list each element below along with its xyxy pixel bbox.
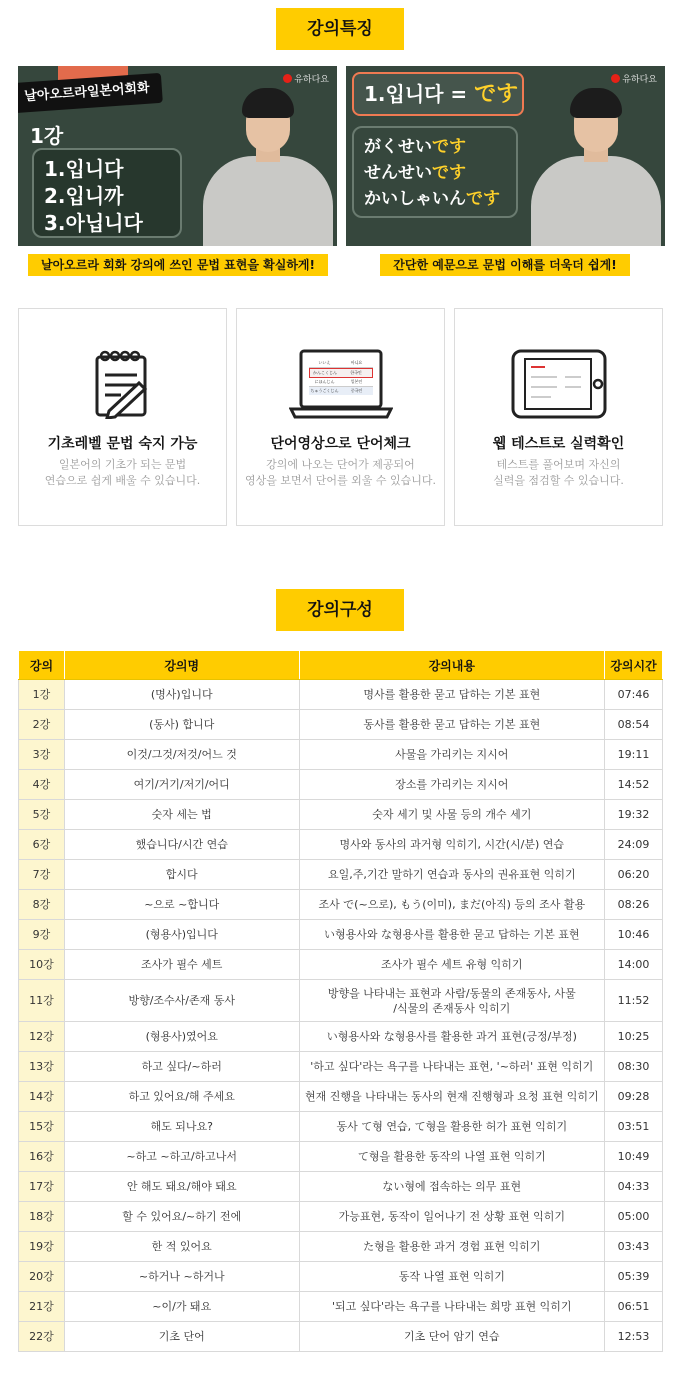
- lecture-content: 가능표현, 동작이 일어나기 전 상황 표현 익히기: [299, 1202, 604, 1232]
- table-row: [19, 1142, 663, 1172]
- lecture-name: 해도 되나요?: [64, 1112, 299, 1142]
- table-row: [19, 1292, 663, 1322]
- lecture-time: 06:20: [605, 860, 663, 890]
- lecture-number: 6강: [19, 830, 65, 860]
- table-row: [19, 950, 663, 980]
- laptop-icon: [289, 349, 393, 419]
- lecture-content: 요일,주,기간 말하기 연습과 동사의 권유표현 익히기: [299, 860, 604, 890]
- lecture-content: 동작 나열 표현 익히기: [299, 1262, 604, 1292]
- features-title: 강의특징: [276, 8, 404, 50]
- col-header-content: 강의내용: [299, 651, 604, 680]
- lecture-time: 08:30: [605, 1052, 663, 1082]
- table-row: [19, 1202, 663, 1232]
- table-row: [19, 1082, 663, 1112]
- feature-card-vocab: [236, 308, 445, 526]
- lecture-number: 22강: [19, 1322, 65, 1352]
- lecture-time: 08:54: [605, 710, 663, 740]
- table-row: [19, 1112, 663, 1142]
- lecture-number: 13강: [19, 1052, 65, 1082]
- lecture-number: 2강: [19, 710, 65, 740]
- lecture-time: 03:43: [605, 1232, 663, 1262]
- lecture-content: 동사를 활용한 묻고 답하는 기본 표현: [299, 710, 604, 740]
- lecture-content: て형을 활용한 동작의 나열 표현 익히기: [299, 1142, 604, 1172]
- card-title: 기초레벨 문법 숙지 가능: [47, 436, 198, 452]
- lecture-number: 20강: [19, 1262, 65, 1292]
- lecture-content: 숫자 세기 및 사물 등의 개수 세기: [299, 800, 604, 830]
- example-line: かいしゃいんです: [364, 189, 500, 209]
- lecture-content: 명사와 동사의 과거형 익히기, 시간(시/분) 연습: [299, 830, 604, 860]
- lecture-time: 14:52: [605, 770, 663, 800]
- table-header-row: [19, 651, 663, 680]
- table-row: [19, 680, 663, 710]
- table-row: [19, 1262, 663, 1292]
- table-row: [19, 920, 663, 950]
- lecture-content: '되고 싶다'라는 욕구를 나타내는 희망 표현 익히기: [299, 1292, 604, 1322]
- lecture-preview-video-1[interactable]: [18, 66, 337, 246]
- lecture-number: 18강: [19, 1202, 65, 1232]
- lecture-name: (명사)입니다: [64, 680, 299, 710]
- lecture-name: 여기/거기/저기/어디: [64, 770, 299, 800]
- notepad-pencil-icon: [91, 349, 155, 423]
- grammar-heading-jp: です: [474, 82, 519, 107]
- lecture-number: 3강: [19, 740, 65, 770]
- lecture-time: 09:28: [605, 1082, 663, 1112]
- feature-card-web-test: [454, 308, 663, 526]
- lecture-number: 11강: [19, 980, 65, 1022]
- table-row: [19, 860, 663, 890]
- lecture-time: 04:33: [605, 1172, 663, 1202]
- col-header-name: 강의명: [64, 651, 299, 680]
- lecture-name: 조사가 필수 세트: [64, 950, 299, 980]
- lecture-number: 19강: [19, 1232, 65, 1262]
- table-row: [19, 1052, 663, 1082]
- channel-name: 유하다요: [294, 75, 329, 85]
- lecture-name: 한 적 있어요: [64, 1232, 299, 1262]
- lecture-time: 12:53: [605, 1322, 663, 1352]
- lecture-name: ~하고 ~하고/하고나서: [64, 1142, 299, 1172]
- channel-brand: [283, 72, 329, 85]
- lecture-number: 21강: [19, 1292, 65, 1322]
- instructor-image: [526, 86, 665, 246]
- lecture-name: 합시다: [64, 860, 299, 890]
- lecture-time: 05:00: [605, 1202, 663, 1232]
- lecture-content: 방향을 나타내는 표현과 사람/동물의 존재동사, 사물 /식물의 존재동사 익히기: [299, 980, 604, 1022]
- lecture-content: 기초 단어 암기 연습: [299, 1322, 604, 1352]
- lecture-content: 사물을 가리키는 지시어: [299, 740, 604, 770]
- lecture-name: 숫자 세는 법: [64, 800, 299, 830]
- lecture-name: 하고 싶다/~하러: [64, 1052, 299, 1082]
- example-line: せんせいです: [364, 163, 466, 183]
- lecture-time: 05:39: [605, 1262, 663, 1292]
- table-row: [19, 710, 663, 740]
- lecture-name: (형용사)입니다: [64, 920, 299, 950]
- lecture-name: ~이/가 돼요: [64, 1292, 299, 1322]
- board-line: 1.입니다: [44, 157, 124, 181]
- lecture-content: 장소를 가리키는 지시어: [299, 770, 604, 800]
- example-sentences-board: [352, 126, 518, 218]
- example-line: がくせいです: [364, 137, 466, 157]
- col-header-time: 강의시간: [605, 651, 663, 680]
- lesson-number: 1강: [30, 124, 64, 148]
- lecture-content: ない형에 접속하는 의무 표현: [299, 1172, 604, 1202]
- lecture-number: 9강: [19, 920, 65, 950]
- lecture-content: 명사를 활용한 묻고 답하는 기본 표현: [299, 680, 604, 710]
- col-header-no: 강의: [19, 651, 65, 680]
- lecture-number: 4강: [19, 770, 65, 800]
- lecture-number: 17강: [19, 1172, 65, 1202]
- tablet-icon: [511, 349, 607, 423]
- table-row: [19, 1022, 663, 1052]
- lecture-time: 10:25: [605, 1022, 663, 1052]
- board-line: 2.입니까: [44, 184, 124, 208]
- lecture-number: 12강: [19, 1022, 65, 1052]
- lecture-number: 10강: [19, 950, 65, 980]
- lecture-number: 1강: [19, 680, 65, 710]
- lecture-time: 08:26: [605, 890, 663, 920]
- lecture-content: 조사가 필수 세트 유형 익히기: [299, 950, 604, 980]
- lecture-content: い형용사와 な형용사를 활용한 묻고 답하는 기본 표현: [299, 920, 604, 950]
- lecture-time: 11:52: [605, 980, 663, 1022]
- lecture-time: 06:51: [605, 1292, 663, 1322]
- lecture-number: 16강: [19, 1142, 65, 1172]
- card-description: 테스트를 풀어보며 자신의 실력을 점검할 수 있습니다.: [493, 458, 624, 487]
- lecture-time: 19:32: [605, 800, 663, 830]
- board-line: 3.아닙니다: [44, 211, 143, 235]
- video-1-caption: 날아오르라 회화 강의에 쓰인 문법 표현을 확실하게!: [28, 254, 328, 276]
- lecture-number: 7강: [19, 860, 65, 890]
- lecture-time: 07:46: [605, 680, 663, 710]
- table-row: [19, 980, 663, 1022]
- lecture-name: 이것/그것/저것/어느 것: [64, 740, 299, 770]
- card-description: 강의에 나오는 단어가 제공되어 영상을 보면서 단어를 외울 수 있습니다.: [245, 458, 436, 487]
- lecture-name: (형용사)였어요: [64, 1022, 299, 1052]
- lecture-name: ~하거나 ~하거나: [64, 1262, 299, 1292]
- video-2-caption: 간단한 예문으로 문법 이해를 더욱더 쉽게!: [380, 254, 630, 276]
- card-title: 웹 테스트로 실력확인: [492, 436, 625, 452]
- table-row: [19, 830, 663, 860]
- lecture-time: 24:09: [605, 830, 663, 860]
- lecture-time: 10:49: [605, 1142, 663, 1172]
- table-row: [19, 740, 663, 770]
- laptop-screen-word-table: いいえ 아니요 かんこくじん 한국인 にほんじん 일본인 ちゅうごくじん 중국인: [309, 359, 373, 395]
- lecture-content: 조사 で(~으로), もう(이미), まだ(아직) 등의 조사 활용: [299, 890, 604, 920]
- lecture-name: (동사) 합니다: [64, 710, 299, 740]
- table-row: [19, 1322, 663, 1352]
- lecture-number: 15강: [19, 1112, 65, 1142]
- curriculum-table: [18, 650, 663, 1352]
- table-row: [19, 890, 663, 920]
- play-logo-icon: [611, 74, 620, 83]
- feature-card-grammar: [18, 308, 227, 526]
- lecture-time: 14:00: [605, 950, 663, 980]
- lecture-content: '하고 싶다'라는 욕구를 나타내는 표현, '~하러' 표현 익히기: [299, 1052, 604, 1082]
- grammar-heading-box: [352, 72, 524, 116]
- lecture-name: 할 수 있어요/~하기 전에: [64, 1202, 299, 1232]
- channel-brand: [611, 72, 657, 85]
- lecture-name: 기초 단어: [64, 1322, 299, 1352]
- lecture-preview-video-2[interactable]: [346, 66, 665, 246]
- lecture-name: 방향/조수사/존재 동사: [64, 980, 299, 1022]
- card-title: 단어영상으로 단어체크: [270, 436, 411, 452]
- lecture-number: 5강: [19, 800, 65, 830]
- channel-name: 유하다요: [622, 75, 657, 85]
- table-row: [19, 1172, 663, 1202]
- card-description: 일본어의 기초가 되는 문법 연습으로 쉽게 배울 수 있습니다.: [44, 458, 201, 487]
- lecture-number: 14강: [19, 1082, 65, 1112]
- lecture-content: た형을 활용한 과거 경험 표현 익히기: [299, 1232, 604, 1262]
- lecture-name: 하고 있어요/해 주세요: [64, 1082, 299, 1112]
- chalkboard-list: [32, 148, 182, 238]
- table-row: [19, 800, 663, 830]
- course-logo-ribbon: 날아오르라일본어회화: [18, 73, 163, 113]
- lecture-name: 했습니다/시간 연습: [64, 830, 299, 860]
- instructor-image: [198, 86, 337, 246]
- lecture-content: 동사 て형 연습, て형을 활용한 허가 표현 익히기: [299, 1112, 604, 1142]
- table-row: [19, 1232, 663, 1262]
- lecture-number: 8강: [19, 890, 65, 920]
- play-logo-icon: [283, 74, 292, 83]
- lecture-time: 10:46: [605, 920, 663, 950]
- lecture-name: 안 해도 돼요/해야 돼요: [64, 1172, 299, 1202]
- lecture-name: ~으로 ~합니다: [64, 890, 299, 920]
- lecture-content: い형용사와 な형용사를 활용한 과거 표현(긍정/부정): [299, 1022, 604, 1052]
- grammar-heading-ko: 1.입니다 =: [364, 82, 475, 106]
- lecture-time: 03:51: [605, 1112, 663, 1142]
- table-row: [19, 770, 663, 800]
- curriculum-title: 강의구성: [276, 589, 404, 631]
- lecture-time: 19:11: [605, 740, 663, 770]
- lecture-content: 현재 진행을 나타내는 동사의 현재 진행형과 요청 표현 익히기: [299, 1082, 604, 1112]
